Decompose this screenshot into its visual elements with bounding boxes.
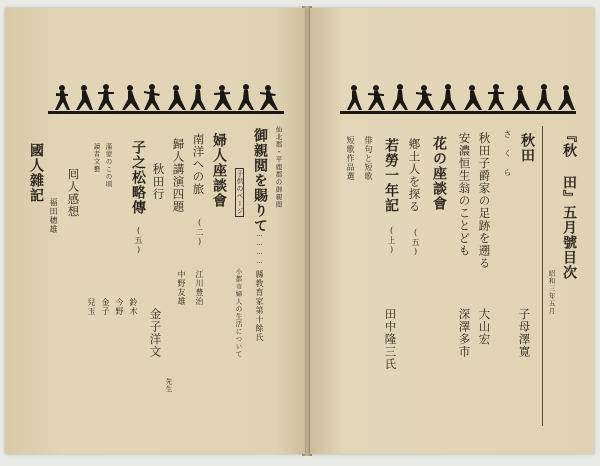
left-article-title-7: 子之松略傳 xyxy=(130,140,146,215)
left-silhouette-band xyxy=(48,82,284,116)
right-article-author-6: 田中隆三氏 xyxy=(383,308,398,371)
left-article-author-9: 福田穗雄 xyxy=(49,198,58,234)
left-article-title-9: 囘人感想 xyxy=(66,168,81,218)
right-article-title-4: 花の座談會 xyxy=(431,136,447,211)
toc-header-title: 『秋 田』五月號目次 xyxy=(561,128,577,280)
left-article-author-4: 江川豊治 xyxy=(195,270,204,306)
left-article-title-5: 歸人講演四題 xyxy=(171,138,186,213)
left-page xyxy=(5,8,305,454)
left-minor-item-2: 讀者文藝 xyxy=(92,143,101,173)
left-featured-author-suffix: 先生 xyxy=(164,378,173,393)
left-article-subtitle-3: 小都市婦人の生活について xyxy=(234,268,243,358)
left-minor-item-1: 滿蒙のこの頃 xyxy=(104,143,113,188)
right-article-title-5: 鄕土人を探る xyxy=(407,138,422,213)
right-article-number-5: (五) xyxy=(411,228,420,257)
right-article-author-3: 深澤多市 xyxy=(457,308,472,358)
left-article-note-1: 仙北郡・平鹿郡の御親閲 xyxy=(274,126,283,209)
right-article-subtitle-1: さ く ら xyxy=(503,130,512,177)
right-article-title-2: 秋田子爵家の足跡を遡る xyxy=(477,132,492,270)
right-silhouette-band xyxy=(340,82,576,116)
right-article-title-1: 秋田 xyxy=(519,133,535,163)
right-article-number-6: (上) xyxy=(387,226,396,255)
right-article-author-1: 子母澤寛 xyxy=(517,308,532,358)
names-list-2: 今野 xyxy=(115,298,124,316)
left-article-number-7: (五) xyxy=(134,226,143,255)
names-list-4: 兒玉 xyxy=(87,298,96,316)
runners-silhouette-illustration xyxy=(48,82,284,116)
left-article-title-1: 御親閲を賜りて xyxy=(252,128,268,233)
toc-header-date: 昭和三年五月 xyxy=(547,270,556,315)
right-article-title-8: 短歌作品選 xyxy=(346,136,355,181)
right-article-title-3: 安濃恒生翁のことども xyxy=(457,132,472,257)
right-article-title-7: 俳句と短歌 xyxy=(364,136,373,181)
left-featured-author: 金子洋文 xyxy=(148,308,163,358)
left-article-title-4: 南洋への旅 xyxy=(191,133,206,196)
left-leader-dots-1: ………… xyxy=(255,230,264,266)
right-article-title-6: 若勞一年記 xyxy=(383,138,399,213)
names-list-3: 金子 xyxy=(101,298,110,316)
names-list-1: 鈴木 xyxy=(129,298,138,316)
right-article-author-2: 大山宏 xyxy=(477,308,492,346)
left-article-number-4: (二) xyxy=(195,218,204,247)
children-page-box: 子供のページ xyxy=(235,170,244,215)
right-page xyxy=(310,8,594,454)
left-article-author-1: 縣教育家第十餘氏 xyxy=(255,270,264,342)
header-divider-rule xyxy=(542,126,543,426)
runners-silhouette-illustration xyxy=(340,82,576,116)
left-article-title-10: 國人雜記 xyxy=(28,143,44,203)
left-article-author-6: 中野友雄 xyxy=(177,270,186,306)
left-article-title-3: 婦人座談會 xyxy=(211,133,227,208)
left-article-title-6: 秋田行 xyxy=(151,163,166,201)
